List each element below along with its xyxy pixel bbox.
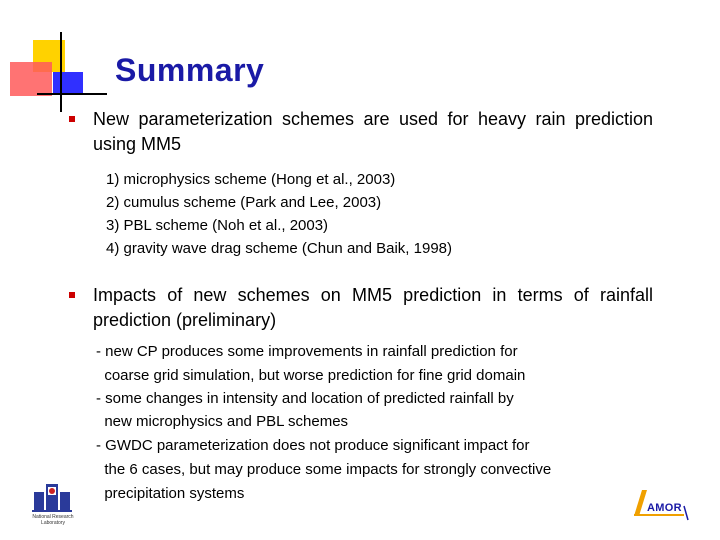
- bullet-2-line-2: coarse grid simulation, but worse prediction for fine grid domain: [96, 367, 526, 384]
- deco-red-square: [10, 62, 52, 96]
- national-research-laboratory-logo: [28, 478, 78, 528]
- bullet-1-item-2: 2) cumulus scheme (Park and Lee, 2003): [106, 194, 382, 211]
- bullet-1-marker: [69, 116, 75, 122]
- bullet-1-text: New parameterization schemes are used for heavy rain prediction using MM5: [93, 109, 653, 154]
- amor-logo-text: AMOR: [647, 502, 682, 514]
- deco-vertical-line: [60, 32, 62, 112]
- logo-caption-line-2: Laboratory: [41, 520, 65, 526]
- bullet-2-line-4: new microphysics and PBL schemes: [96, 413, 349, 430]
- amor-logo: [632, 490, 692, 522]
- bullet-1-item-4: 4) gravity wave drag scheme (Chun and Baik, 1998): [106, 240, 453, 257]
- bullet-1-item-3: 3) PBL scheme (Noh et al., 2003): [106, 217, 329, 234]
- corner-decoration: [0, 0, 110, 115]
- bullet-2-text: Impacts of new schemes on MM5 prediction in terms of rainfall prediction (preliminary): [93, 285, 653, 330]
- bullet-1-item-1: 1) microphysics scheme (Hong et al., 2003): [106, 171, 396, 188]
- bullet-2-line-7: precipitation systems: [96, 485, 245, 502]
- bullet-2-line-6: the 6 cases, but may produce some impacts for strongly convective: [96, 461, 552, 478]
- deco-blue-square: [53, 72, 83, 94]
- deco-horizontal-line: [37, 93, 107, 95]
- slide-title: Summary: [115, 52, 265, 88]
- bullet-2-marker: [69, 292, 75, 298]
- bullet-2-line-5: - GWDC parameterization does not produce significant impact for: [96, 437, 530, 454]
- bullet-2-line-3: - some changes in intensity and location of predicted rainfall by: [96, 390, 514, 407]
- logo-caption-line-1: National Research: [32, 514, 74, 520]
- bullet-2-line-1: - new CP produces some improvements in rainfall prediction for: [96, 343, 518, 360]
